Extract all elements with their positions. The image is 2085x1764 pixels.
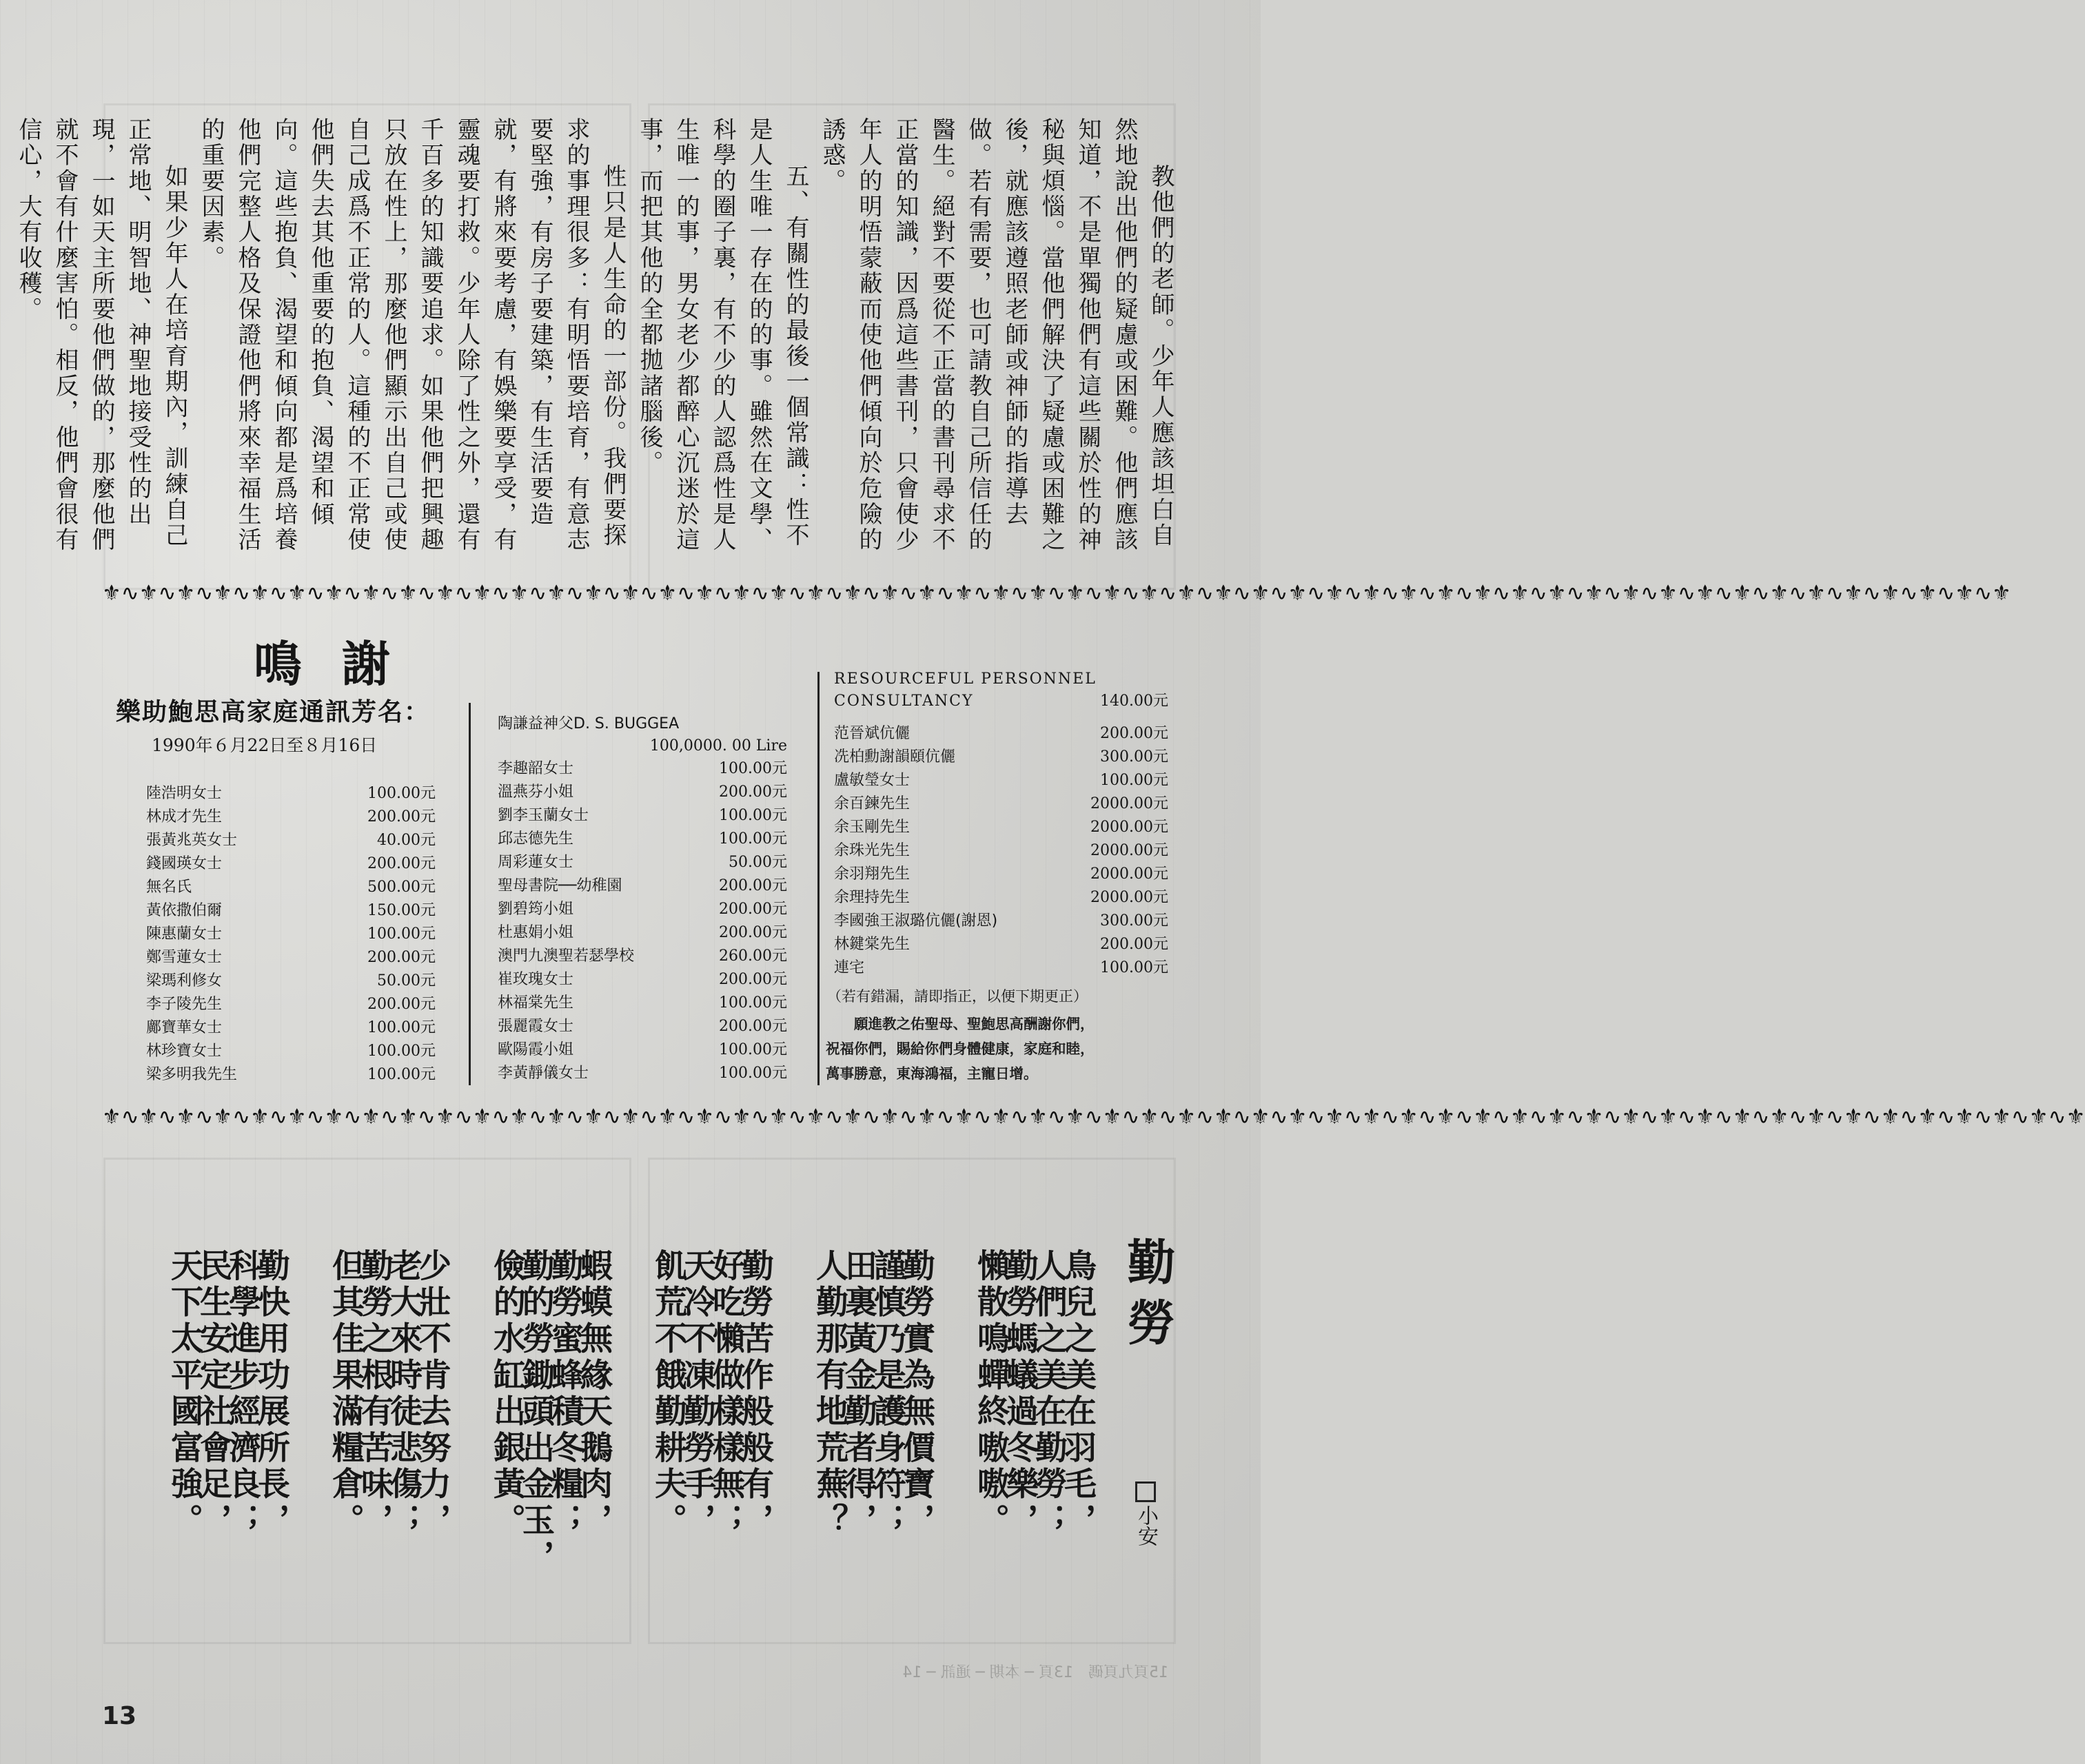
donor-name: 鄺寶華女士 xyxy=(146,1019,223,1036)
poem-line: 儉的水缸出銀黃。 xyxy=(488,1249,526,1540)
donor-amount: 300.00元 xyxy=(1100,748,1168,766)
donor-amount: 200.00元 xyxy=(367,808,436,825)
poem-line: 少壯不肯去努力， xyxy=(414,1249,451,1540)
donor-row xyxy=(498,828,787,851)
column-divider xyxy=(817,672,820,1085)
poem-line: 田裏黃金勤者得， xyxy=(840,1249,877,1540)
donor-row xyxy=(498,874,787,898)
donor-name: 杜惠娟小姐 xyxy=(498,924,574,941)
poem-line: 但其佳果滿糧倉。 xyxy=(327,1249,365,1540)
donor-row xyxy=(834,816,1168,839)
donor-row xyxy=(498,1062,787,1085)
donor-amount: 2000.00元 xyxy=(1090,865,1168,883)
donor-name: 陸浩明女士 xyxy=(146,785,223,802)
donor-row xyxy=(834,792,1168,816)
donor-name: RESOURCEFUL PERSONNEL xyxy=(834,670,1097,688)
donor-amount: 100.00元 xyxy=(1100,772,1168,789)
donor-amount: 100.00元 xyxy=(719,830,787,848)
donor-amount: 200.00元 xyxy=(719,877,787,894)
poem-line: 勤勞苦作般般有， xyxy=(736,1249,774,1540)
donor-name: 劉李玉蘭女士 xyxy=(498,807,589,824)
donor-column-3 xyxy=(834,668,1168,980)
donor-name: 聖母書院──幼稚園 xyxy=(498,877,622,894)
donor-name: 澳門九澳聖若瑟學校 xyxy=(498,947,635,965)
poem-line: 勤勞之根有苦味， xyxy=(356,1249,394,1540)
donor-amount: 100.00元 xyxy=(367,925,436,943)
donor-row xyxy=(834,956,1168,980)
donor-row xyxy=(498,921,787,945)
donor-amount: 150.00元 xyxy=(367,902,436,919)
donor-row xyxy=(834,722,1168,746)
donor-row xyxy=(834,839,1168,863)
donor-name: 劉碧筠小姐 xyxy=(498,901,574,918)
poem-line: 好吃懶做樣樣無； xyxy=(707,1249,745,1540)
donor-amount: 200.00元 xyxy=(719,1018,787,1035)
poem-line: 蝦蟆無緣天鵝肉， xyxy=(575,1249,613,1540)
donor-row xyxy=(146,970,436,993)
donor-amount: 100.00元 xyxy=(719,807,787,824)
donor-row xyxy=(498,804,787,828)
donor-column-2 xyxy=(498,713,787,1085)
blessing-line: 萬事勝意，東海鴻福，主寵日增。 xyxy=(826,1065,1038,1082)
donor-row xyxy=(498,945,787,968)
poem-line: 民生安定社會足， xyxy=(194,1249,232,1540)
article-paragraph: 性只是人生命的一部份。我們要探求的事理很多：有明悟要培育，有意志要堅強，有房子要建築，有生活要造就，有將來要考慮，有娛樂要享受，有靈魂要打救。少年人除了性之外，還有千百多的知識要追求。如果他們把興趣只放在性上，那麼他們顯示出自己或使自己成爲不正常的人。這種的不正常使他們失去其他重要的抱負、渴望和傾向。這些抱負、渴望和傾向都是爲培養他們完整人格及保證他們將來幸福生活的重要因素。 xyxy=(197,117,627,553)
donor-amount: 2000.00元 xyxy=(1090,819,1168,836)
donor-name: 余理持先生 xyxy=(834,889,911,906)
poem-line: 人們之美在勤勞； xyxy=(1030,1249,1068,1540)
donor-name: 無名氏 xyxy=(146,879,192,896)
donor-row xyxy=(498,1015,787,1038)
donor-amount: 100.00元 xyxy=(367,1019,436,1036)
donor-row xyxy=(146,1016,436,1040)
donor-name: 余珠光先生 xyxy=(834,842,911,859)
donor-amount: 200.00元 xyxy=(1100,936,1168,953)
donor-row xyxy=(146,993,436,1016)
column-divider xyxy=(469,703,471,1085)
donor-name: 李黃靜儀女士 xyxy=(498,1065,589,1082)
donor-amount: 200.00元 xyxy=(367,949,436,966)
donor-name: 李子陵先生 xyxy=(146,996,223,1013)
donor-amount: 200.00元 xyxy=(719,783,787,801)
donor-amount: 2000.00元 xyxy=(1090,795,1168,812)
donor-row xyxy=(146,1063,436,1087)
donor-amount: 140.00元 xyxy=(1100,693,1168,710)
donor-row xyxy=(146,829,436,852)
poem-line: 飢荒不餓勤耕夫。 xyxy=(649,1249,687,1540)
poem-line: 天冷不凍勤勞手， xyxy=(678,1249,716,1540)
donor-name: 余玉剛先生 xyxy=(834,819,911,836)
donor-amount: 300.00元 xyxy=(1100,912,1168,930)
blessing-text xyxy=(826,1012,1170,1086)
donor-row xyxy=(498,781,787,804)
author-name: 小安 xyxy=(1134,1505,1158,1546)
donor-row xyxy=(834,886,1168,910)
poem-line: 人勤那有地荒蕪？ xyxy=(811,1249,848,1540)
donor-name: 陳惠蘭女士 xyxy=(146,925,223,943)
donor-amount: 100.00元 xyxy=(367,785,436,802)
donor-name: CONSULTANCY xyxy=(834,693,974,710)
donor-name: 黃依撒伯爾 xyxy=(146,902,223,919)
fleur-separator-top: ⚜∿⚜∿⚜∿⚜∿⚜∿⚜∿⚜∿⚜∿⚜∿⚜∿⚜∿⚜∿⚜∿⚜∿⚜∿⚜∿⚜∿⚜∿⚜∿⚜∿⚜∿⚜∿⚜∿⚜∿⚜∿⚜∿⚜∿⚜∿⚜∿⚜∿⚜∿⚜∿⚜∿⚜∿⚜∿⚜∿⚜∿⚜∿⚜∿⚜∿⚜∿⚜∿⚜∿⚜∿⚜∿⚜∿⚜∿⚜∿⚜∿⚜∿⚜∿⚜ xyxy=(102,581,2011,606)
date-range: 1990年６月22日至８月16日 xyxy=(152,735,378,755)
donor-name: 李趣韶女士 xyxy=(498,760,574,777)
poem-line: 謹慎乃是護身符； xyxy=(868,1249,906,1540)
poem-line: 勤勞蜜蜂積冬糧； xyxy=(546,1249,584,1540)
article-paragraph: 如果少年人在培育期內，訓練自己正常地、明智地、神聖地接受性的出現，一如天主所要他們做的，那麼他們就不會有什麼害怕。相反，他們會很有信心，大有收穫。 xyxy=(14,117,188,553)
donor-name: 連宅 xyxy=(834,959,865,976)
donor-name: 歐陽霞小姐 xyxy=(498,1041,574,1058)
bleed-through-text: 15頁九頁碼 13頁 ─ 本期 ─ 通訊 ─ 14 xyxy=(902,1664,1168,1681)
donor-name: 陶謙益神父D. S. BUGGEA xyxy=(498,715,680,732)
article-paragraph: 教他們的老師。少年人應該坦白自然地說出他們的疑慮或困難。他們應該知道，不是單獨他們有這些關於性的神秘與煩惱。當他們解決了疑慮或困難之後，就應該遵照老師或神師的指導去做。若有需要，也可請教自己所信任的醫生。絕對不要從不正當的書刊尋求不正當的知識，因爲這些書刊，只會使少年人的明悟蒙蔽而使他們傾向於危險的誘惑。 xyxy=(818,117,1174,553)
donor-name: 林鍵棠先生 xyxy=(834,936,911,953)
donor-amount: 2000.00元 xyxy=(1090,889,1168,906)
donor-amount: 500.00元 xyxy=(367,879,436,896)
poem-line: 天下太平國富強。 xyxy=(165,1249,203,1540)
donor-row xyxy=(146,806,436,829)
donor-amount: 100,0000. 00 Lire xyxy=(649,737,787,755)
donor-name: 梁多明我先生 xyxy=(146,1066,238,1083)
donor-amount: 2000.00元 xyxy=(1090,842,1168,859)
poem-line: 懶散鳴蟬終嗷嗷。 xyxy=(972,1249,1010,1540)
donor-row xyxy=(146,946,436,970)
donor-row xyxy=(146,899,436,923)
donor-name: 余羽翔先生 xyxy=(834,865,911,883)
poem-line: 勤勞螞蟻過冬樂， xyxy=(1001,1249,1039,1540)
thanks-title: 鳴謝 xyxy=(254,636,430,693)
page-number: 13 xyxy=(102,1702,137,1730)
donor-amount: 100.00元 xyxy=(1100,959,1168,976)
donor-row xyxy=(146,1040,436,1063)
article-text xyxy=(14,117,1179,565)
poem-body xyxy=(0,1249,1261,1662)
donor-amount: 100.00元 xyxy=(719,760,787,777)
donor-name: 錢國瑛女士 xyxy=(146,855,223,872)
donor-row xyxy=(146,782,436,806)
donor-name: 李國強王淑璐伉儷(謝恩) xyxy=(834,912,998,930)
donor-amount: 100.00元 xyxy=(367,1043,436,1060)
donor-amount: 50.00元 xyxy=(729,854,787,871)
donor-amount: 200.00元 xyxy=(367,996,436,1013)
donor-row xyxy=(834,863,1168,886)
donor-row xyxy=(498,968,787,992)
donor-name: 余百鍊先生 xyxy=(834,795,911,812)
poem-line: 科學進步經濟良； xyxy=(223,1249,261,1540)
donor-name: 林成才先生 xyxy=(146,808,223,825)
donor-amount: 40.00元 xyxy=(377,832,436,849)
article-paragraph: 五、有關性的最後一個常識：性不是人生唯一存在的的事。雖然在文學、科學的圈子裏，有不少的人認爲性是人生唯一的事，男女老少都醉心沉迷於這事，而把其他的全都拋諸腦後。 xyxy=(635,117,809,553)
donor-amount: 200.00元 xyxy=(719,901,787,918)
donor-amount: 200.00元 xyxy=(1100,725,1168,742)
donor-name: 林珍寶女士 xyxy=(146,1043,223,1060)
donor-row xyxy=(834,746,1168,769)
donor-heading: 樂助鮑思高家庭通訊芳名： xyxy=(116,698,431,726)
donor-amount: 100.00元 xyxy=(719,994,787,1012)
poem-line: 勤快用功展所長， xyxy=(252,1249,290,1540)
donor-amount: 100.00元 xyxy=(719,1065,787,1082)
donor-row xyxy=(498,757,787,781)
donor-name: 周彩蓮女士 xyxy=(498,854,574,871)
donor-name: 范晉斌伉儷 xyxy=(834,725,911,742)
donor-name: 冼柏勳謝韻頤伉儷 xyxy=(834,748,956,766)
donor-name: 林福棠先生 xyxy=(498,994,574,1012)
donor-row xyxy=(146,923,436,946)
donor-row xyxy=(498,898,787,921)
poem-line: 勤勞實為無價寶， xyxy=(897,1249,935,1540)
donor-row xyxy=(498,992,787,1015)
donor-row xyxy=(498,1038,787,1062)
donor-amount: 100.00元 xyxy=(367,1066,436,1083)
donor-name: 梁瑪利修女 xyxy=(146,972,223,989)
donor-row xyxy=(834,910,1168,933)
donor-name: 鄭雪蓮女士 xyxy=(146,949,223,966)
donor-amount: 200.00元 xyxy=(367,855,436,872)
blessing-line: 祝福你們，賜給你們身體健康，家庭和睦， xyxy=(826,1040,1095,1057)
donor-amount: 50.00元 xyxy=(377,972,436,989)
poem-line: 鳥兒之美在羽毛， xyxy=(1059,1249,1097,1540)
poem-line: 老大來時徒悲傷； xyxy=(385,1249,423,1540)
donor-row xyxy=(834,769,1168,792)
blessing-line: 願進教之佑聖母、聖鮑思高酬謝你們， xyxy=(826,1016,1095,1032)
donor-amount: 200.00元 xyxy=(719,971,787,988)
donor-column-1 xyxy=(146,782,436,1087)
poem-title: 勤勞 xyxy=(1119,1237,1176,1358)
donor-name: 張黃兆英女士 xyxy=(146,832,238,849)
donor-row xyxy=(498,851,787,874)
donor-name: 崔玫瑰女士 xyxy=(498,971,574,988)
donor-name: 邱志德先生 xyxy=(498,830,574,848)
donor-name: 溫燕芬小姐 xyxy=(498,783,574,801)
donor-amount: 100.00元 xyxy=(719,1041,787,1058)
poem-line: 勤的勞鋤頭出金玉， xyxy=(517,1249,555,1577)
donor-amount: 200.00元 xyxy=(719,924,787,941)
fleur-separator-bottom: ⚜∿⚜∿⚜∿⚜∿⚜∿⚜∿⚜∿⚜∿⚜∿⚜∿⚜∿⚜∿⚜∿⚜∿⚜∿⚜∿⚜∿⚜∿⚜∿⚜∿⚜∿⚜∿⚜∿⚜∿⚜∿⚜∿⚜∿⚜∿⚜∿⚜∿⚜∿⚜∿⚜∿⚜∿⚜∿⚜∿⚜∿⚜∿⚜∿⚜∿⚜∿⚜∿⚜∿⚜∿⚜∿⚜∿⚜∿⚜∿⚜∿⚜∿⚜∿⚜∿⚜∿⚜ xyxy=(102,1105,2085,1129)
correction-note: （若有錯漏，請即指正，以便下期更正） xyxy=(827,988,1088,1005)
donor-row xyxy=(146,876,436,899)
donor-name: 盧敏瑩女士 xyxy=(834,772,911,789)
donor-row xyxy=(834,933,1168,956)
donor-name: 張麗霞女士 xyxy=(498,1018,574,1035)
donor-amount: 260.00元 xyxy=(719,947,787,965)
donor-row xyxy=(146,852,436,876)
